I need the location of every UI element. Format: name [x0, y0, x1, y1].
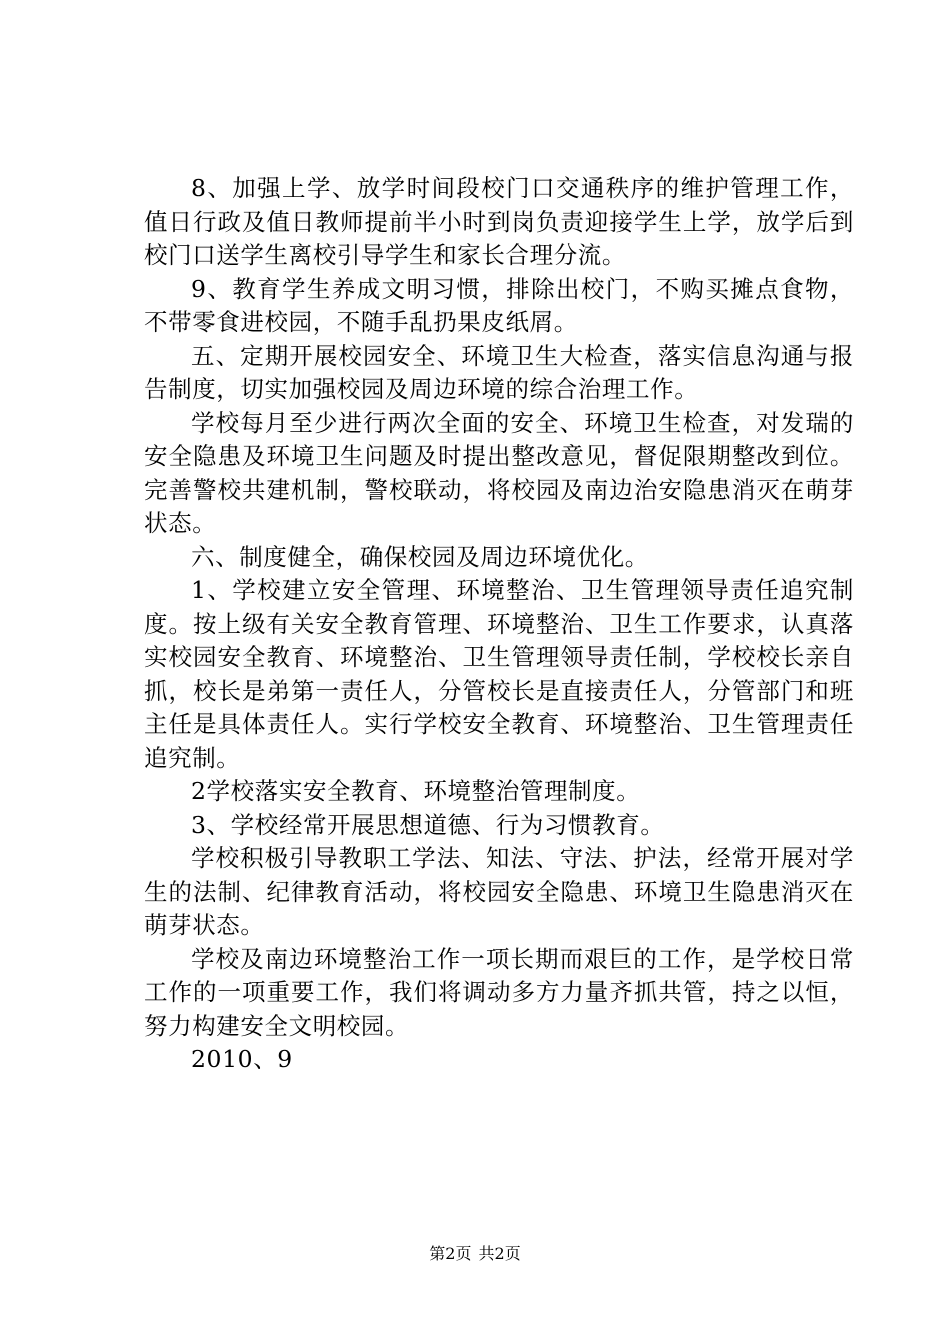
document-date: 2010、9 — [191, 1045, 293, 1073]
paragraph-item-8: 8、加强上学、放学时间段校门口交通秩序的维护管理工作，值日行政及值日教师提前半小时到岗负责迎接学生上学，放学后到校门口送学生离校引导学生和家长合理分流。 — [144, 174, 854, 269]
paragraph-item-9: 9、教育学生养成文明习惯，排除出校门，不购买摊点食物，不带零食进校园，不随手乱扔果皮纸屑。 — [144, 274, 854, 336]
document-body — [144, 172, 854, 1077]
paragraph-inspection: 学校每月至少进行两次全面的安全、环境卫生检查，对发瑞的安全隐患及环境卫生问题及时提出整改意见，督促限期整改到位。完善警校共建机制，警校联动，将校园及南边治安隐患消灭在萌芽状态。 — [144, 408, 854, 537]
paragraph-conclusion: 学校及南边环境整治工作一项长期而艰巨的工作，是学校日常工作的一项重要工作，我们将调动多方力量齐抓共管，持之以恒，努力构建安全文明校园。 — [144, 944, 854, 1040]
page-footer — [0, 1244, 950, 1264]
paragraph-law-education: 学校积极引导教职工学法、知法、守法、护法，经常开展对学生的法制、纪律教育活动，将校园安全隐患、环境卫生隐患消灭在萌芽状态。 — [144, 844, 854, 939]
page-total: 共2页 — [478, 1244, 521, 1263]
paragraph-item-3: 3、学校经常开展思想道德、行为习惯教育。 — [191, 810, 665, 839]
paragraph-item-1: 1、学校建立安全管理、环境整治、卫生管理领导责任追究制度。按上级有关安全教育管理、环境整治、卫生工作要求，认真落实校园安全教育、环境整治、卫生管理领导责任制，学校校长亲自抓，校长是弟第一责任人，分管校长是直接责任人，分管部门和班主任是具体责任人。实行学校安全教育、环境整治、卫生管理责任追究制。 — [144, 576, 854, 772]
section-heading-five: 五、定期开展校园安全、环境卫生大检查，落实信息沟通与报告制度，切实加强校园及周边环境的综合治理工作。 — [144, 341, 854, 403]
page-number: 第2页 — [429, 1244, 472, 1263]
paragraph-item-2: 2学校落实安全教育、环境整治管理制度。 — [191, 777, 641, 805]
section-heading-six: 六、制度健全，确保校园及周边环境优化。 — [191, 542, 649, 571]
